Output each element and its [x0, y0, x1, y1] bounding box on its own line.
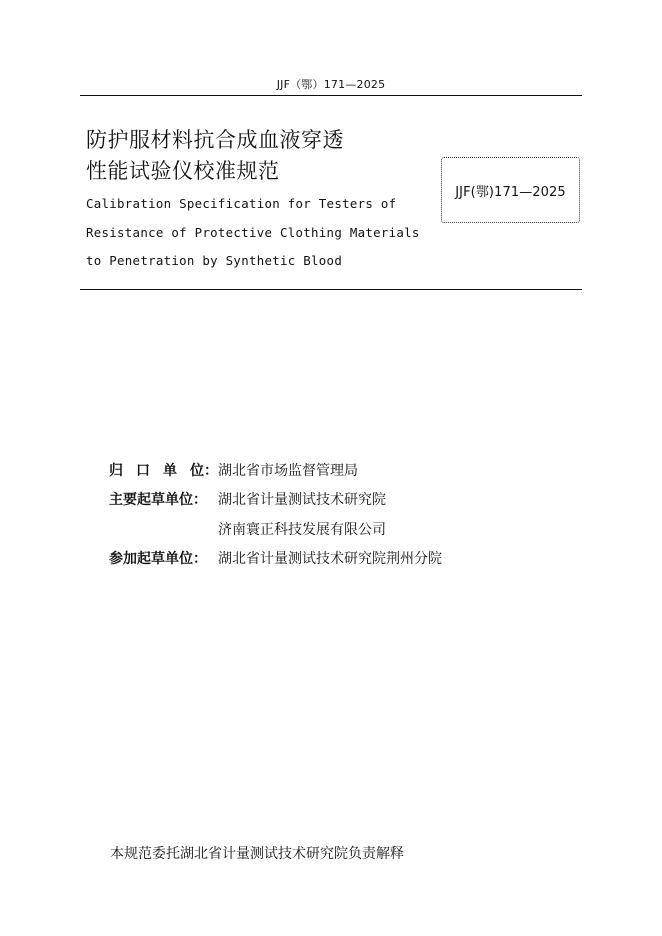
unit-label-participating: 参加起草单位： [109, 551, 207, 568]
drafting-units [109, 455, 442, 573]
chinese-title-line-2: 性能试验仪校准规范 [86, 159, 280, 183]
unit-label-responsible [109, 460, 218, 480]
english-title-line-3: to Penetration by Synthetic Blood [86, 253, 343, 268]
unit-value-main-drafting-2: 济南寰正科技发展有限公司 [218, 521, 386, 538]
english-title-line-2: Resistance of Protective Clothing Materials [86, 224, 420, 240]
english-title-line-1: Calibration Specification for Testers of [86, 196, 397, 211]
document-code-box [441, 157, 580, 223]
chinese-title [86, 125, 344, 187]
unit-row-participating [109, 544, 442, 574]
label-char: 单 [163, 462, 177, 479]
english-title [86, 190, 420, 276]
unit-row-main-drafting [109, 485, 442, 515]
unit-row-main-drafting-2 [109, 514, 442, 544]
unit-value-responsible: 湖北省市场监督管理局 [218, 462, 358, 479]
interpretation-note: 本规范委托湖北省计量测试技术研究院负责解释 [110, 846, 404, 862]
bottom-rule [80, 289, 582, 290]
label-char: 归 [109, 462, 123, 479]
label-char: 位： [190, 462, 218, 479]
unit-value-main-drafting-1: 湖北省计量测试技术研究院 [218, 492, 386, 509]
unit-row-responsible [109, 455, 442, 485]
unit-label-main-drafting: 主要起草单位： [109, 492, 207, 509]
top-rule [80, 95, 582, 96]
document-code-box-text: JJF(鄂)171—2025 [455, 184, 566, 200]
document-code-header: JJF（鄂）171—2025 [276, 78, 386, 91]
chinese-title-line-1: 防护服材料抗合成血液穿透 [86, 128, 344, 152]
label-char: 口 [136, 462, 150, 479]
unit-value-participating: 湖北省计量测试技术研究院荆州分院 [218, 551, 442, 568]
